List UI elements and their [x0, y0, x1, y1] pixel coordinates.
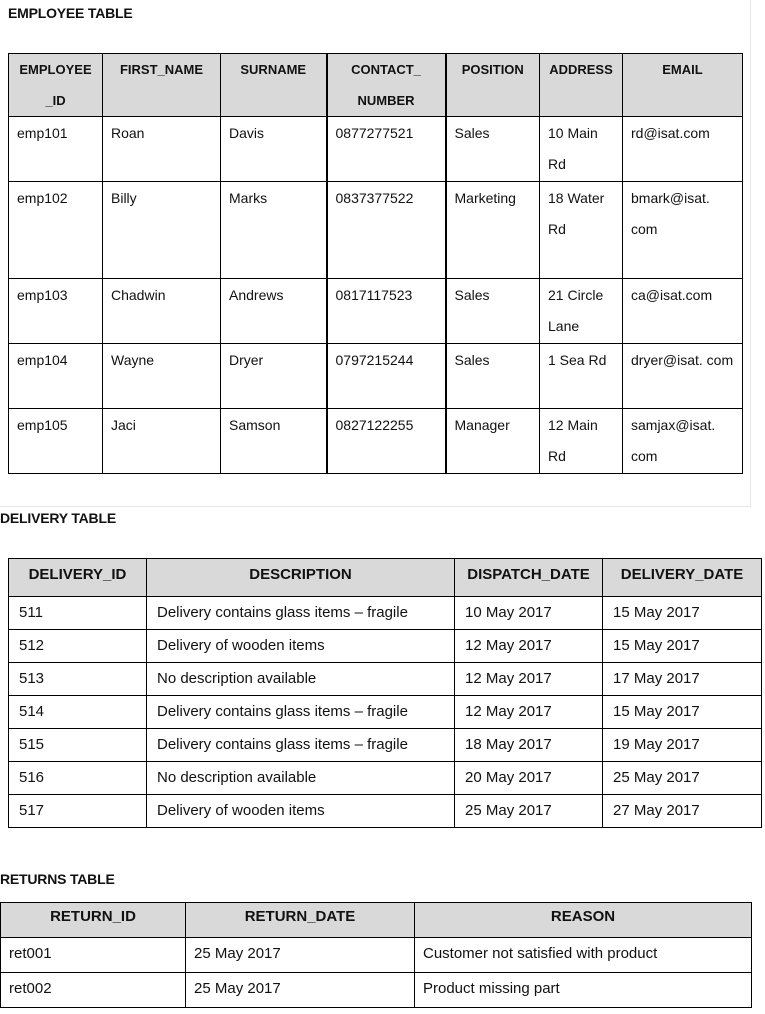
employee-table-cell: Jaci	[103, 409, 221, 474]
employee-table-cell: 18 Water Rd	[540, 182, 623, 279]
delivery-column-header: DELIVERY_DATE	[603, 559, 762, 597]
delivery-table-cell: 513	[9, 663, 147, 696]
returns-column-header: RETURN_ID	[1, 903, 186, 938]
returns-table-cell: 25 May 2017	[186, 973, 415, 1008]
delivery-table-cell: 25 May 2017	[455, 795, 603, 828]
delivery-table-cell: 25 May 2017	[603, 762, 762, 795]
employee-table-cell: emp104	[9, 344, 103, 409]
delivery-table-cell: No description available	[147, 663, 455, 696]
delivery-table-cell: 15 May 2017	[603, 597, 762, 630]
employee-table-cell: rd@isat.com	[623, 117, 743, 182]
employee-column-header: EMPLOYEE _ID	[9, 54, 103, 117]
returns-table-row	[1, 938, 752, 973]
returns-table	[0, 902, 752, 1008]
employee-table-cell: emp102	[9, 182, 103, 279]
employee-table-cell: 0877277521	[327, 117, 446, 182]
returns-table-cell: ret001	[1, 938, 186, 973]
employee-column-header: CONTACT_ NUMBER	[327, 54, 446, 117]
returns-column-header: REASON	[415, 903, 752, 938]
employee-table-cell: 10 Main Rd	[540, 117, 623, 182]
employee-table-cell: Samson	[221, 409, 327, 474]
employee-table-cell: emp103	[9, 279, 103, 344]
delivery-table-cell: 512	[9, 630, 147, 663]
employee-table-cell: Marketing	[446, 182, 540, 279]
delivery-table-row	[9, 762, 762, 795]
delivery-table-cell: 12 May 2017	[455, 663, 603, 696]
delivery-table-cell: 17 May 2017	[603, 663, 762, 696]
delivery-column-header: DELIVERY_ID	[9, 559, 147, 597]
employee-table-row	[9, 344, 743, 409]
delivery-column-header: DESCRIPTION	[147, 559, 455, 597]
delivery-table-row	[9, 597, 762, 630]
employee-table-cell: 12 Main Rd	[540, 409, 623, 474]
employee-table-cell: Billy	[103, 182, 221, 279]
employee-table-cell: Sales	[446, 117, 540, 182]
employee-table-cell: Andrews	[221, 279, 327, 344]
delivery-table-cell: 15 May 2017	[603, 630, 762, 663]
delivery-header-row	[9, 559, 762, 597]
delivery-table-row	[9, 630, 762, 663]
employee-table-cell: ca@isat.com	[623, 279, 743, 344]
employee-table-cell: Sales	[446, 344, 540, 409]
delivery-table-row	[9, 729, 762, 762]
delivery-table-cell: 514	[9, 696, 147, 729]
employee-table-cell: Davis	[221, 117, 327, 182]
employee-table-cell: 1 Sea Rd	[540, 344, 623, 409]
delivery-table-cell: Delivery of wooden items	[147, 795, 455, 828]
returns-table-cell: ret002	[1, 973, 186, 1008]
delivery-table-cell: 19 May 2017	[603, 729, 762, 762]
delivery-table-cell: 12 May 2017	[455, 696, 603, 729]
employee-table-row	[9, 182, 743, 279]
delivery-table-cell: No description available	[147, 762, 455, 795]
employee-column-header: ADDRESS	[540, 54, 623, 117]
delivery-table-cell: Delivery contains glass items – fragile	[147, 729, 455, 762]
employee-table-cell: Roan	[103, 117, 221, 182]
employee-table-title: EMPLOYEE TABLE	[8, 5, 133, 21]
delivery-table-cell: 27 May 2017	[603, 795, 762, 828]
returns-table-cell: Customer not satisfied with product	[415, 938, 752, 973]
employee-table-cell: 0827122255	[327, 409, 446, 474]
employee-header-row	[9, 54, 743, 117]
delivery-table-cell: 10 May 2017	[455, 597, 603, 630]
employee-table-cell: 21 Circle Lane	[540, 279, 623, 344]
employee-table-cell: Wayne	[103, 344, 221, 409]
delivery-table	[8, 558, 762, 828]
employee-column-header: POSITION	[446, 54, 540, 117]
employee-table-row	[9, 279, 743, 344]
employee-column-header: FIRST_NAME	[103, 54, 221, 117]
employee-table-cell: Chadwin	[103, 279, 221, 344]
returns-column-header: RETURN_DATE	[186, 903, 415, 938]
delivery-table-cell: 516	[9, 762, 147, 795]
employee-table-cell: 0837377522	[327, 182, 446, 279]
employee-table-cell: 0817117523	[327, 279, 446, 344]
returns-header-row	[1, 903, 752, 938]
returns-table-title: RETURNS TABLE	[0, 871, 115, 887]
delivery-table-title: DELIVERY TABLE	[0, 510, 116, 526]
employee-column-header: SURNAME	[221, 54, 327, 117]
returns-table-cell: 25 May 2017	[186, 938, 415, 973]
employee-table-cell: Marks	[221, 182, 327, 279]
employee-table-cell: Dryer	[221, 344, 327, 409]
delivery-table-cell: 12 May 2017	[455, 630, 603, 663]
employee-table-cell: 0797215244	[327, 344, 446, 409]
employee-table-cell: Manager	[446, 409, 540, 474]
delivery-table-cell: Delivery contains glass items – fragile	[147, 696, 455, 729]
employee-table-row	[9, 409, 743, 474]
delivery-table-row	[9, 663, 762, 696]
delivery-table-cell: 20 May 2017	[455, 762, 603, 795]
delivery-table-cell: Delivery of wooden items	[147, 630, 455, 663]
employee-table-cell: emp105	[9, 409, 103, 474]
employee-table-cell: samjax@isat. com	[623, 409, 743, 474]
employee-table-row	[9, 117, 743, 182]
employee-table-cell: dryer@isat. com	[623, 344, 743, 409]
returns-table-cell: Product missing part	[415, 973, 752, 1008]
delivery-table-cell: 18 May 2017	[455, 729, 603, 762]
employee-table-cell: emp101	[9, 117, 103, 182]
delivery-table-cell: 15 May 2017	[603, 696, 762, 729]
employee-table-cell: Sales	[446, 279, 540, 344]
employee-table	[8, 53, 743, 474]
returns-table-row	[1, 973, 752, 1008]
delivery-table-cell: 515	[9, 729, 147, 762]
delivery-table-cell: 511	[9, 597, 147, 630]
delivery-table-row	[9, 696, 762, 729]
delivery-column-header: DISPATCH_DATE	[455, 559, 603, 597]
employee-table-cell: bmark@isat. com	[623, 182, 743, 279]
employee-column-header: EMAIL	[623, 54, 743, 117]
delivery-table-row	[9, 795, 762, 828]
delivery-table-cell: 517	[9, 795, 147, 828]
delivery-table-cell: Delivery contains glass items – fragile	[147, 597, 455, 630]
